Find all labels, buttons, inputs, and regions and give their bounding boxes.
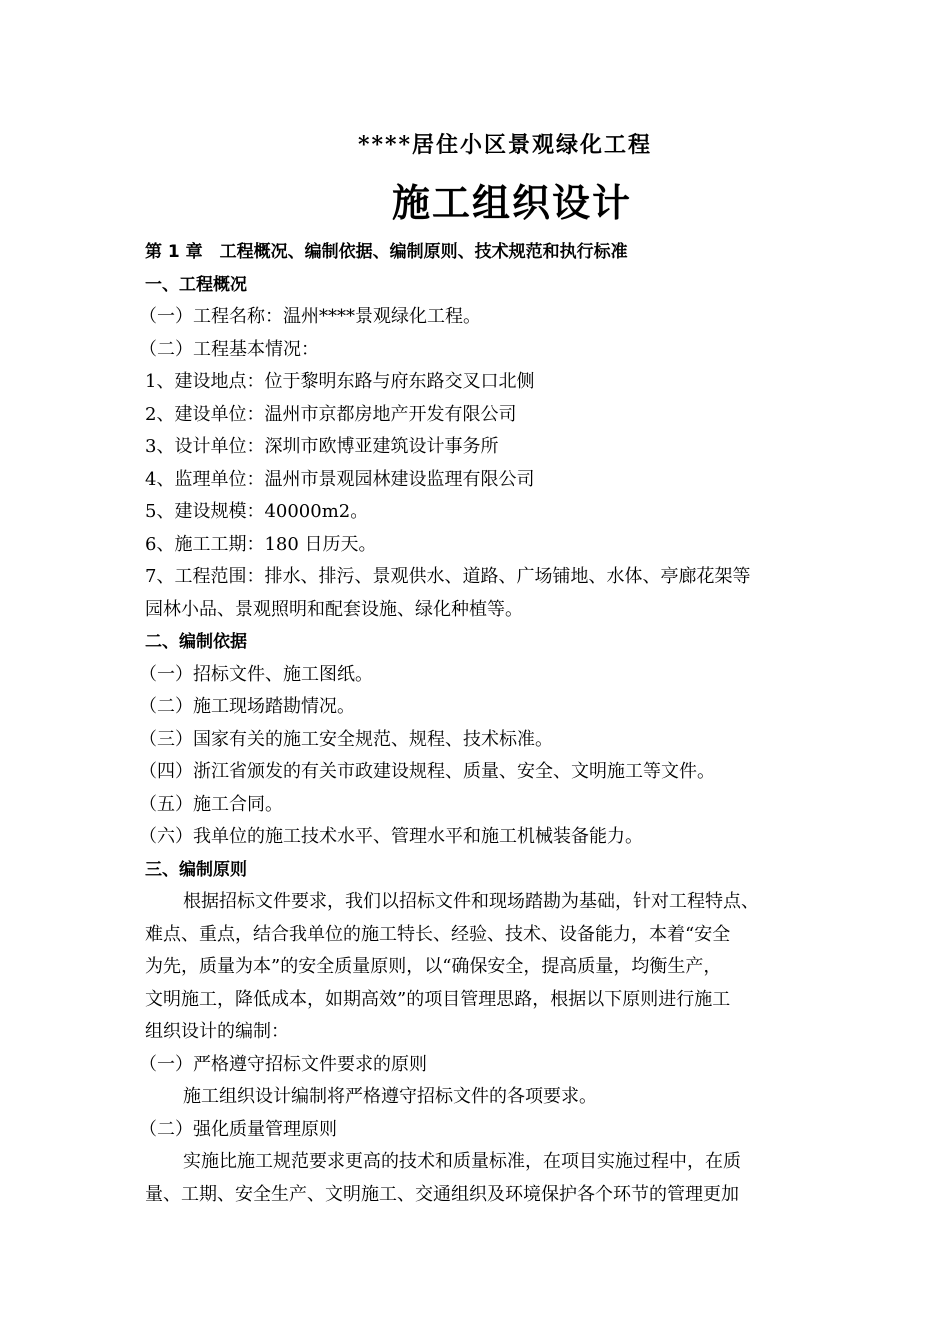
document-body <box>139 236 825 1211</box>
paragraph-line: 组织设计的编制： <box>145 1021 289 1042</box>
info-item: 7、工程范围：排水、排污、景观供水、道路、广场铺地、水体、亭廊花架等 <box>145 566 751 587</box>
paragraph-line: 量、工期、安全生产、文明施工、交通组织及环境保护各个环节的管理更加 <box>145 1183 739 1205</box>
basis-item: （二）施工现场踏勘情况。 <box>139 696 355 717</box>
info-item: 1、建设地点：位于黎明东路与府东路交叉口北侧 <box>145 371 535 392</box>
project-basic-info-heading: （二）工程基本情况： <box>139 338 319 360</box>
paragraph-line: 根据招标文件要求，我们以招标文件和现场踏勘为基础，针对工程特点、 <box>183 891 759 912</box>
basis-item: （一）招标文件、施工图纸。 <box>139 663 373 685</box>
basis-item: （六）我单位的施工技术水平、管理水平和施工机械装备能力。 <box>139 826 643 847</box>
document-title: 施工组织设计 <box>391 180 632 225</box>
info-item-continuation: 园林小品、景观照明和配套设施、绿化种植等。 <box>145 598 523 620</box>
paragraph-line: 难点、重点，结合我单位的施工特长、经验、技术、设备能力，本着“安全 <box>145 923 731 945</box>
principle-heading: （二）强化质量管理原则 <box>139 1118 337 1140</box>
principle-heading: （一）严格遵守招标文件要求的原则 <box>139 1053 427 1075</box>
chapter-heading: 第 1 章 工程概况、编制依据、编制原则、技术规范和执行标准 <box>145 242 628 262</box>
info-item: 2、建设单位：温州市京都房地产开发有限公司 <box>145 403 517 425</box>
basis-item: （三）国家有关的施工安全规范、规程、技术标准。 <box>139 728 553 750</box>
info-item: 6、施工工期：180 日历天。 <box>145 533 377 555</box>
paragraph-line: 施工组织设计编制将严格遵守招标文件的各项要求。 <box>183 1086 597 1107</box>
paragraph-line: 为先，质量为本”的安全质量原则，以“确保安全，提高质量，均衡生产， <box>145 956 722 977</box>
paragraph-line: 文明施工，降低成本，如期高效”的项目管理思路，根据以下原则进行施工 <box>145 988 731 1010</box>
info-item: 5、建设规模：40000m2。 <box>145 501 369 522</box>
project-name: （一）工程名称：温州****景观绿化工程。 <box>139 306 481 327</box>
paragraph-line: 实施比施工规范要求更高的技术和质量标准，在项目实施过程中，在质 <box>183 1151 741 1172</box>
section-heading-principles: 三、编制原则 <box>145 859 247 880</box>
basis-item: （四）浙江省颁发的有关市政建设规程、质量、安全、文明施工等文件。 <box>139 761 715 782</box>
section-heading-basis: 二、编制依据 <box>145 632 247 652</box>
info-item: 4、监理单位：温州市景观园林建设监理有限公司 <box>145 468 535 490</box>
info-item: 3、设计单位：深圳市欧博亚建筑设计事务所 <box>145 436 499 457</box>
section-heading-overview: 一、工程概况 <box>145 274 247 295</box>
basis-item: （五）施工合同。 <box>139 793 283 815</box>
document-subtitle: ****居住小区景观绿化工程 <box>357 132 653 158</box>
